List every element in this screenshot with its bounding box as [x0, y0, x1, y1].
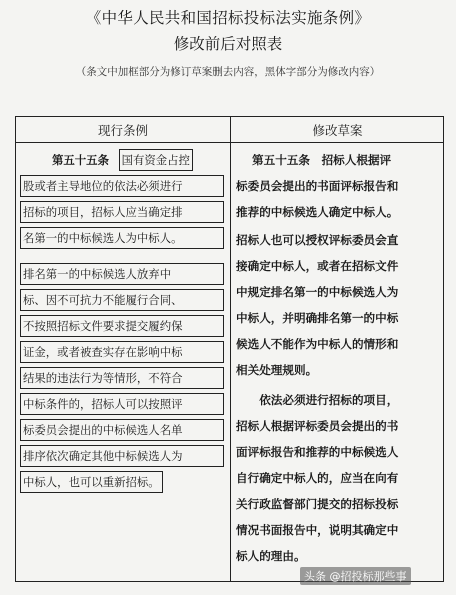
document-subtitle: 修改前后对照表 — [173, 35, 283, 53]
draft-line: 标委员会提出的书面评标报告和 — [236, 179, 399, 193]
draft-line: 自行确定中标人的，应当在向有 — [236, 471, 399, 485]
draft-line: 面评标报告和推荐的中标候选人 — [236, 445, 399, 459]
draft-line: 情况书面报告中，说明其确定中 — [236, 523, 399, 537]
current-line: 结果的违法行为等情形，不符合 — [20, 367, 224, 389]
current-line: 标、因不可抗力不能履行合同、 — [20, 289, 224, 311]
current-line: 名第一的中标候选人为中标人。 — [20, 227, 224, 249]
header-divider — [16, 142, 443, 143]
current-line: 证金，或者被查实存在影响中标 — [20, 341, 224, 363]
draft-line: 中标人，并明确排名第一的中标 — [236, 311, 399, 325]
current-line-first — [20, 149, 228, 171]
current-line: 招标的项目，招标人应当确定排 — [20, 201, 224, 223]
document-title: 《中华人民共和国招标投标法实施条例》 — [85, 9, 371, 27]
current-line: 股或者主导地位的依法必须进行 — [20, 175, 224, 197]
draft-line: 推荐的中标候选人确定中标人。 — [236, 205, 399, 219]
draft-line: 接确定中标人，或者在招标文件 — [236, 259, 399, 273]
column-divider — [230, 117, 231, 581]
draft-line: 关行政监督部门提交的招标投标 — [236, 497, 399, 511]
current-first-deleted-box: 国有资金占控 — [119, 149, 193, 171]
draft-line: 中规定排名第一的中标候选人为 — [236, 285, 399, 299]
draft-line: 依法必须进行招标的项目， — [236, 393, 399, 407]
header-current: 现行条例 — [97, 123, 148, 138]
current-line-last — [20, 471, 163, 493]
current-line: 标委员会提出的中标候选人名单 — [20, 419, 224, 441]
draft-line: 标人的理由。 — [236, 549, 306, 563]
current-article-number: 第五十五条 — [52, 153, 109, 167]
draft-line: 相关处理规则。 — [236, 363, 318, 377]
draft-line: 招标人根据评标委员会提出的书 — [236, 419, 399, 433]
draft-line: 第五十五条 招标人根据评 — [252, 153, 392, 167]
current-line: 排名第一的中标候选人放弃中 — [20, 263, 224, 285]
comparison-table — [15, 116, 444, 582]
header-draft: 修改草案 — [312, 123, 363, 138]
current-line: 排序依次确定其他中标候选人为 — [20, 445, 224, 467]
explanatory-note: （条文中加框部分为修订草案删去内容，黑体字部分为修改内容） — [75, 66, 381, 78]
source-watermark: 头条 @招投标那些事 — [300, 567, 411, 585]
draft-line: 招标人也可以授权评标委员会直 — [236, 233, 399, 247]
current-last-deleted-box: 中标人，也可以重新招标。 — [20, 471, 163, 493]
current-line: 中标条件的，招标人可以按照评 — [20, 393, 224, 415]
draft-line: 候选人不能作为中标人的情形和 — [236, 337, 399, 351]
current-line: 不按照招标文件要求提交履约保 — [20, 315, 224, 337]
